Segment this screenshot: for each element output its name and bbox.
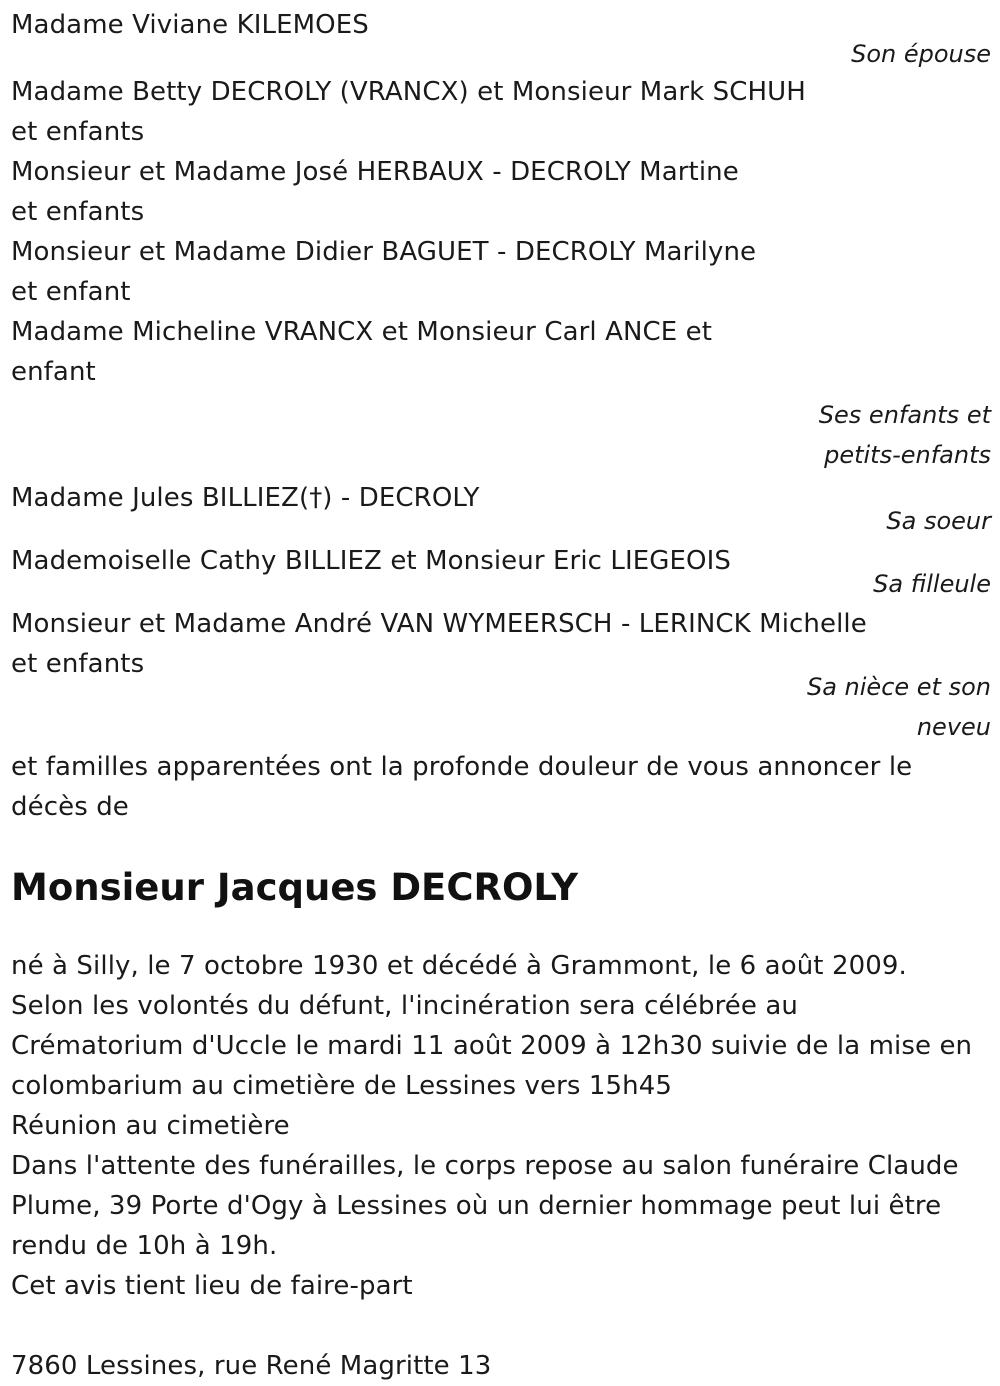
goddaughter-block (11, 541, 991, 604)
sister-block (11, 478, 991, 541)
sister-name: Madame Jules BILLIEZ(†) - DECROLY (11, 483, 480, 513)
niece-block (11, 604, 991, 747)
spouse-block (11, 5, 991, 74)
niece-role: neveu (916, 713, 991, 741)
details-line: Dans l'attente des funérailles, le corps repose au salon funéraire Claude (11, 1151, 959, 1181)
niece-role: Sa nièce et son (806, 673, 991, 701)
children-line: Madame Betty DECROLY (VRANCX) et Monsieur Mark SCHUH (11, 77, 806, 107)
details-block (11, 946, 991, 1306)
details-line: colombarium au cimetière de Lessines vers 15h45 (11, 1071, 673, 1101)
details-line: Crématorium d'Uccle le mardi 11 août 2009 à 12h30 suivie de la mise en (11, 1031, 973, 1061)
niece-line: Monsieur et Madame André VAN WYMEERSCH - LERINCK Michelle (11, 609, 867, 639)
children-line: enfant (11, 357, 96, 387)
goddaughter-name: Mademoiselle Cathy BILLIEZ et Monsieur Eric LIEGEOIS (11, 546, 731, 576)
children-line: Monsieur et Madame Didier BAGUET - DECROLY Marilyne (11, 237, 757, 267)
details-line: Cet avis tient lieu de faire-part (11, 1271, 413, 1301)
niece-line: et enfants (11, 649, 145, 679)
address: 7860 Lessines, rue René Magritte 13 (11, 1351, 492, 1381)
children-line: Monsieur et Madame José HERBAUX - DECROLY Martine (11, 157, 739, 187)
announcement-block (11, 747, 991, 827)
details-line: Selon les volontés du défunt, l'incinération sera célébrée au (11, 991, 798, 1021)
children-line: et enfants (11, 197, 145, 227)
details-line: rendu de 10h à 19h. (11, 1231, 278, 1261)
children-line: et enfants (11, 117, 145, 147)
children-role: petits-enfants (824, 441, 991, 469)
details-line: Plume, 39 Porte d'Ogy à Lessines où un dernier hommage peut lui être (11, 1191, 942, 1221)
children-role: Ses enfants et (818, 401, 991, 429)
children-line: et enfant (11, 277, 131, 307)
deceased-name: Monsieur Jacques DECROLY (11, 866, 579, 909)
obituary-notice (11, 0, 991, 1386)
sister-role: Sa soeur (886, 507, 991, 535)
children-line: Madame Micheline VRANCX et Monsieur Carl ANCE et (11, 317, 713, 347)
details-line: Réunion au cimetière (11, 1111, 290, 1141)
announcement-line: et familles apparentées ont la profonde douleur de vous annoncer le (11, 752, 913, 782)
announcement-line: décès de (11, 792, 129, 822)
goddaughter-role: Sa filleule (873, 570, 991, 598)
children-block (11, 72, 991, 475)
details-line: né à Silly, le 7 octobre 1930 et décédé à Grammont, le 6 août 2009. (11, 951, 907, 981)
spouse-role: Son épouse (851, 40, 991, 68)
spouse-name: Madame Viviane KILEMOES (11, 10, 369, 40)
